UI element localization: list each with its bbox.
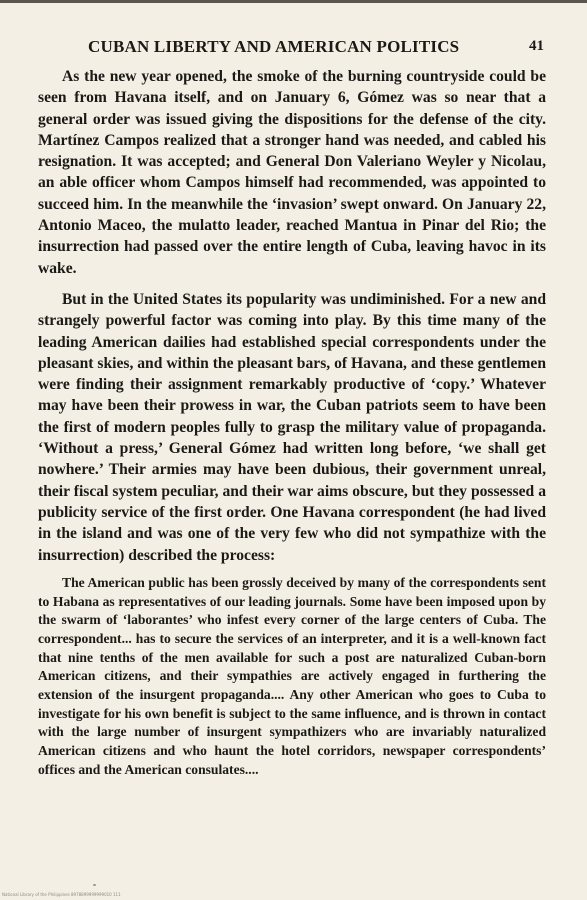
running-head: CUBAN LIBERTY AND AMERICAN POLITICS [88,37,460,56]
body-paragraph-2: But in the United States its popularity was undiminished. For a new and strangely powerful factor was coming into play. By this time many of the leading American dailies had established special correspondents under the pleasant skies, and within the pleasant bars, of Havana, and these gentlemen were finding their assignment remarkably productive of ‘copy.’ Whatever may have been their prowess in war, the Cuban patriots seem to have been the first of modern peoples fully to grasp the military value of propaganda. ‘Without a press,’ General Gómez had written long before, ‘we shall get nowhere.’ Their armies may have been dubious, their government unreal, their fiscal system peculiar, and their war aims obscure, but they possessed a publicity service of the first order. One Havana correspondent (he had lived in the island and was one of the very few who did not sympathize with the insurrection) described the process: [38,290,546,564]
block-quote: The American public has been grossly deceived by many of the correspondents sent to Habana as representatives of our leading journals. Some have been imposed upon by the swarm of ‘laborantes’ who infest every corner of the large centers of Cuba. The correspondent... has to secure the services of an interpreter, and it is a well-known fact that nine tenths of the men available for such a post are naturalized Cuban-born American citizens, and their sympathies are actively engaged in furthering the extension of the insurgent propaganda.... Any other American who goes to Cuba to investigate for his own benefit is subject to the same influence, and is thrown in contact with the large number of insurgent sympathizers who are invariably naturalized American citizens and who haunt the hotel corridors, newspaper correspondents’ offices and the American consulates.... [38,574,546,777]
body-paragraph-1: As the new year opened, the smoke of the burning countryside could be seen from Havana itself, and on January 6, Gómez was so near that a general order was issued giving the dispositions for the defense of the city. Martínez Campos realized that a stronger hand was needed, and cabled his resignation. It was accepted; and General Don Valeriano Weyler y Nicolau, an able officer whom Campos himself had recommended, was appointed to succeed him. In the meanwhile the ‘invasion’ swept onward. On January 22, Antonio Maceo, the mulatto leader, reached Mantua in Pinar del Rio; the insurrection had passed over the entire length of Cuba, leaving havoc in its wake. [38,68,546,277]
page-number: 41 [529,38,544,54]
scan-mark [93,884,96,886]
scan-footer: National Library of the Philippines 8978899999999010 111 [2,892,121,897]
page-header [38,34,546,66]
top-border [0,0,587,3]
book-page [38,34,546,780]
